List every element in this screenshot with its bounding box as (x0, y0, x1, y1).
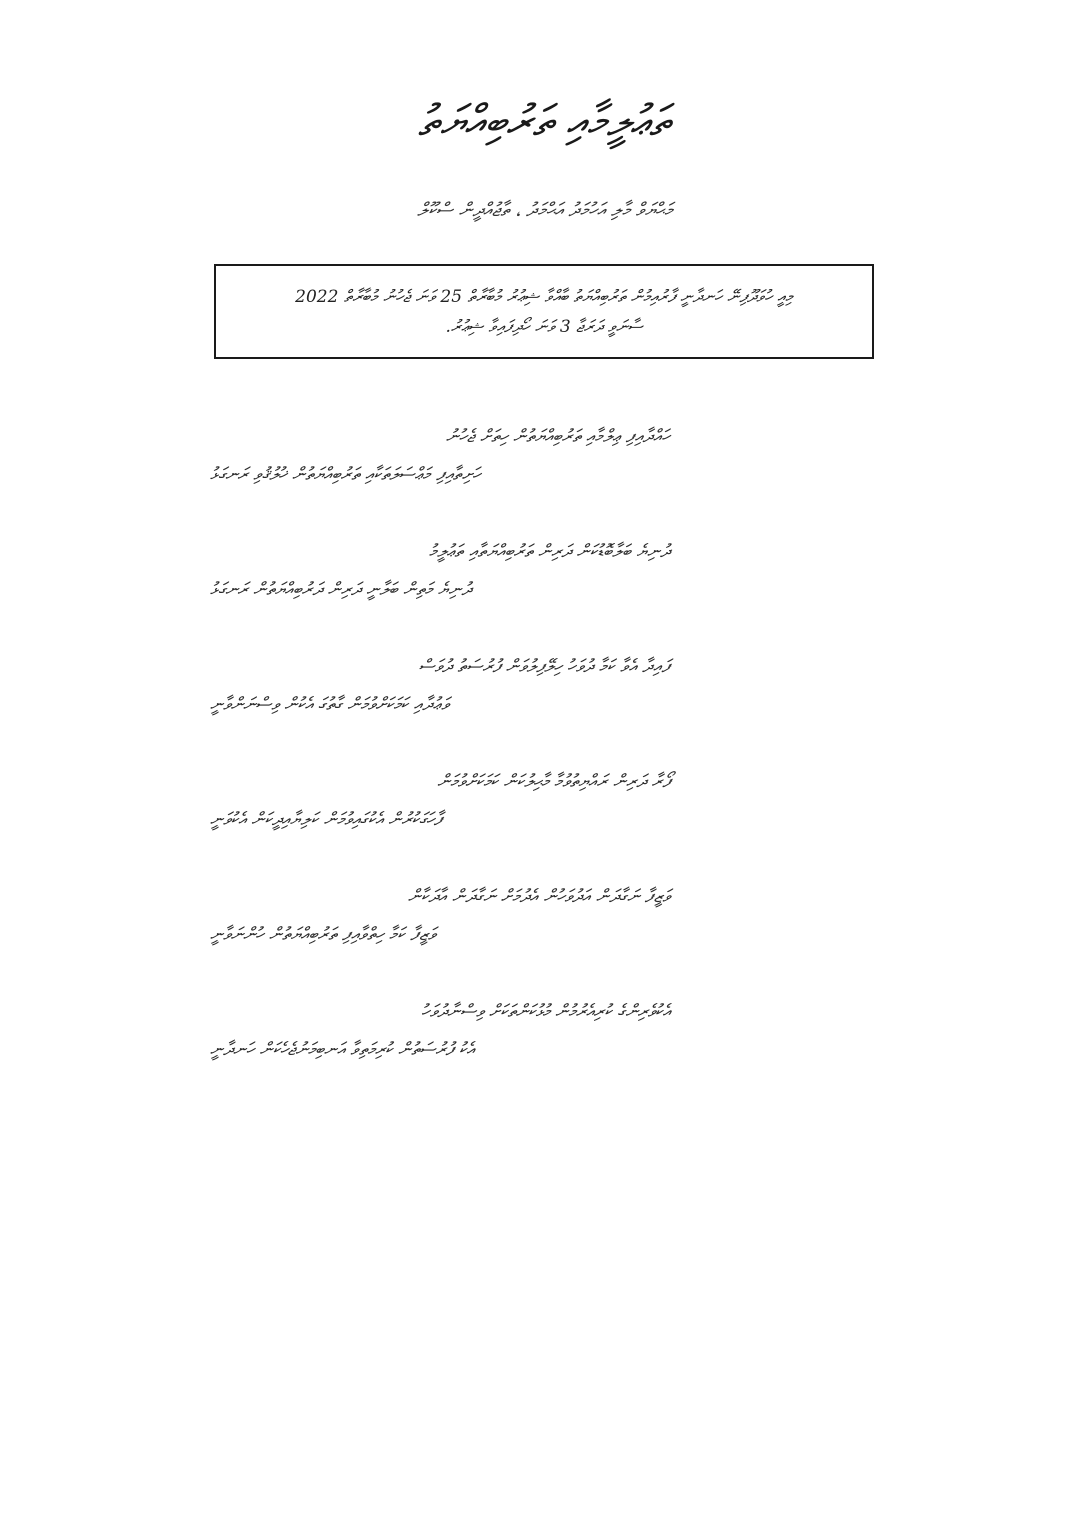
verse-line: ވަޢުދާއި ކަމަކަށްވުމަން ގާތުގަ އެކުން ވިސްނަންވާނީ (210, 694, 450, 715)
notice-box (214, 264, 874, 359)
stanza (210, 878, 670, 954)
verse-line: ދުނިޔެ މަތިން ބަލާނީ ދަރިން ދަރުބިއްޔަތުން ރަނގަޅު (210, 579, 472, 600)
verse-line: ހައްދާއިފި ޢިލްމާއި ތަރުބިއްޔަތުން ހިތަށް ޖެހުނު (445, 426, 670, 447)
verse-line: އެކު ފުރުސަތުން ކުރިމަތިވާ އަނބިމަނުޖެހެކަން ހަނދާނީ (210, 1039, 474, 1060)
verse-line: ހަށިތާއިފި މަޢްސަލަތަކާއި ތަރުބިއްޔަތުން ޚުލުޤުވި ރަނގަޅު (210, 464, 481, 485)
stanza (210, 648, 670, 724)
stanza (210, 418, 670, 494)
verse-line: ފޯރާ ދަރިން ރައްޔިތުވުމާ މާޙިލުކަން ކަމަކަށްވުމަން (437, 771, 670, 792)
notice-line-2: ސާނަވީ ދަރަޖާ 3 ވަނަ ހޯދިފައިވާ ޝިޢުރު. (445, 316, 643, 337)
verse-line: އެކުވެރިންގެ ކުރިއެރުމުން މުޅުކަންތަކަށް ވިސްނާދުވަހު (421, 1001, 670, 1022)
poem-title: ތަޢުލީމާއި ތަރުބިއްޔަތު (417, 96, 672, 147)
verse-line: ފައިދާ އެވާ ކަމާ ދުވަހު ހިލޭފިލުވަން ފުރުސަތު ދުވަސް (418, 656, 670, 677)
notice-line-1: މިއީ ހުވަދޫފިނޭ ހަނދާނީ ފާރުއިމުން ތަރުބިއްޔަތު ބާއްވާ ޝިޢުރު މުބާރާތް 25 ވަނަ ޖެހުނު މުބާރާތް 2022 (295, 286, 793, 307)
stanza (210, 763, 670, 839)
verse-line: ވަޒީފާ ނަގާދަން އަދުވަހުން އެދުމަށް ނަގާދަން އާދަކާން (407, 886, 670, 907)
verse-line: ފާހަގަކުރުން އެކުގައިވުމަން ކަލިޔާއިދީކަން އެކުވަނީ (210, 809, 442, 830)
stanza (210, 993, 670, 1069)
author-line: މަޙްޔަވް މާލި އަހުމަދު އަޙްމަދު ، ތާޖުއްދީން ސްކޫލް (417, 199, 672, 221)
poem-body (210, 418, 670, 1108)
verse-line: ވަޒީފާ ކަމާ ހިތްވާއިފި ތަރުބިއްޔަތުން ހުންނަވާނީ (210, 924, 436, 945)
stanza (210, 533, 670, 609)
verse-line: ދުނިޔެ ބަލާބޮޑުކަން ދަރިން ތަރުބިއްޔަތާއި ތަޢުލީމު (428, 541, 670, 562)
